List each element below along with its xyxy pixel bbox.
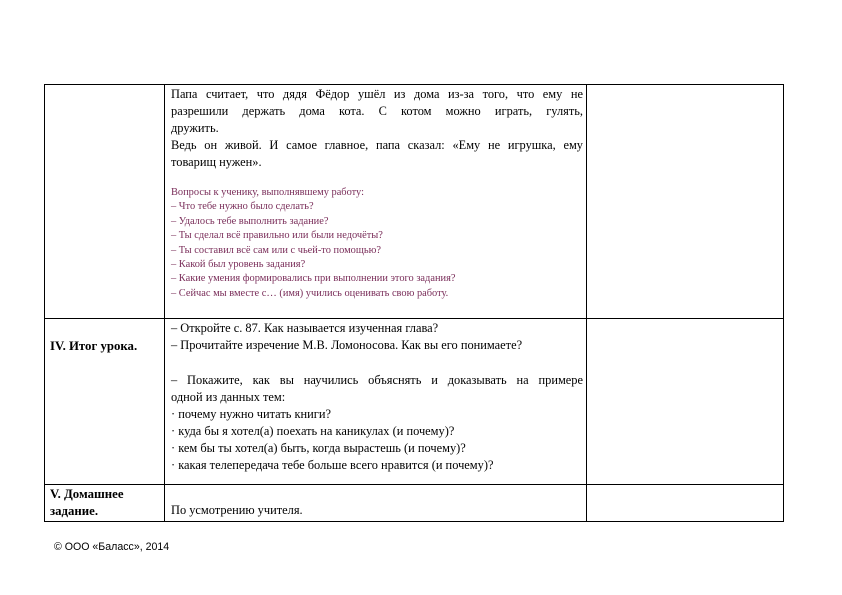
paragraph-line: Папа считает, что дядя Фёдор ушёл из дома из-за того, что ему не [171, 87, 583, 101]
content-cell [165, 319, 587, 485]
notes-cell [587, 319, 784, 485]
summary-line: – Откройте с. 87. Как называется изученная глава? [171, 321, 439, 335]
task-line: – Покажите, как вы научились объяснять и доказывать на примере [171, 373, 583, 387]
paragraph-line: товарищ нужен». [171, 155, 262, 169]
question-item: – Какой был уровень задания? [171, 259, 306, 271]
table-row [45, 319, 784, 485]
question-item: – Сейчас мы вместе с… (имя) учились оценивать свою работу. [171, 287, 449, 299]
homework-text: По усмотрению учителя. [171, 503, 303, 517]
summary-content [165, 319, 586, 474]
stage-cell [45, 485, 165, 522]
stage-label: V. Домашнее задание. [50, 487, 124, 518]
topic-item: · куда бы я хотел(а) поехать на каникулах (и почему)? [171, 424, 455, 438]
lesson-plan-table [44, 84, 784, 522]
summary-line: – Прочитайте изречение М.В. Ломоносова. Как вы его понимаете? [171, 338, 523, 352]
stage-label: IV. Итог урока. [50, 339, 138, 353]
notes-cell [587, 485, 784, 522]
notes-text [587, 319, 783, 320]
table-row [45, 485, 784, 522]
task-line: одной из данных тем: [171, 390, 286, 404]
notes-text [587, 485, 783, 486]
table-row [45, 85, 784, 319]
topic-item: · какая телепередача тебе больше всего нравится (и почему)? [171, 458, 494, 472]
stage-cell [45, 319, 165, 485]
stage-cell [45, 85, 165, 319]
paragraph-line: разрешили держать дома кота. С котом можно играть, гулять, [171, 104, 583, 118]
notes-text [587, 85, 783, 86]
topic-item: · кем бы ты хотел(а) быть, когда вырастешь (и почему)? [171, 441, 466, 455]
content-cell [165, 85, 587, 319]
question-item: – Ты составил всё сам или с чьей-то помощью? [171, 244, 381, 256]
topic-item: · почему нужно читать книги? [171, 407, 332, 421]
question-item: – Ты сделал всё правильно или были недочёты? [171, 230, 383, 242]
copyright-footer: © ООО «Баласс», 2014 [54, 541, 170, 553]
questions-title: Вопросы к ученику, выполнявшему работу: [171, 187, 364, 198]
content-cell [165, 485, 587, 522]
notes-cell [587, 85, 784, 319]
paragraph-line: Ведь он живой. И самое главное, папа сказал: «Ему не игрушка, ему [171, 138, 583, 152]
question-item: – Какие умения формировались при выполнении этого задания? [171, 273, 456, 285]
question-item: – Удалось тебе выполнить задание? [171, 215, 329, 227]
student-questions [165, 185, 586, 301]
paragraph-line: дружить. [171, 121, 219, 135]
reading-paragraph [165, 85, 586, 171]
question-item: – Что тебе нужно было сделать? [171, 201, 314, 213]
